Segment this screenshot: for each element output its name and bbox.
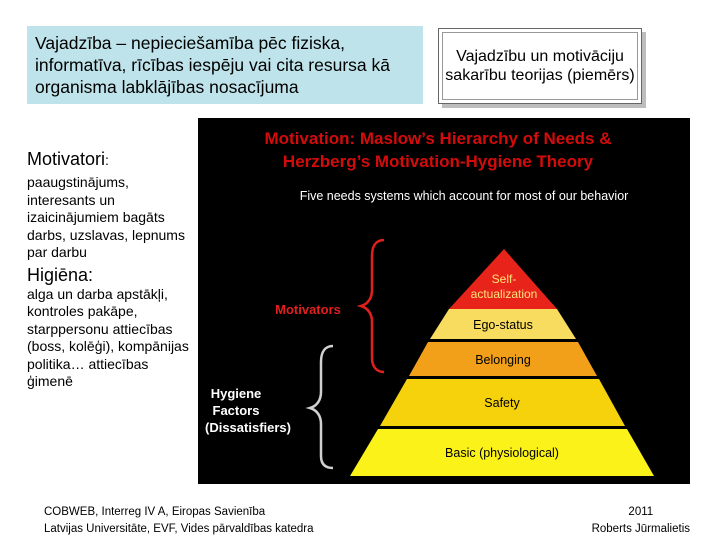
footer-left-line2: Latvijas Universitāte, EVF, Vides pārvaldības katedra xyxy=(44,523,314,535)
slide-title-box xyxy=(438,28,642,104)
diagram-subtitle: Five needs systems which account for most of our behavior xyxy=(299,189,629,203)
hygiene-label-line2: Factors xyxy=(212,403,260,418)
hygiene-heading: Higiēna: xyxy=(27,264,94,285)
level-label-safety: Safety xyxy=(484,396,520,410)
diagram-title-line1: Motivation: Maslow’s Hierarchy of Needs & xyxy=(264,129,612,148)
level-label-belonging: Belonging xyxy=(475,353,531,367)
definition-box xyxy=(27,26,423,104)
hygiene-label-line1: Hygiene xyxy=(210,386,262,401)
maslow-herzberg-diagram xyxy=(198,118,690,484)
motivators-heading: Motivatori: xyxy=(27,149,109,169)
level-label-basic: Basic (physiological) xyxy=(445,446,559,460)
footer-left xyxy=(44,504,314,538)
definition-term: Vajadzība xyxy=(35,33,112,53)
hygiene-bracket-icon xyxy=(310,346,333,468)
level-label-self-line2: actualization xyxy=(470,287,538,301)
level-label-ego-status: Ego-status xyxy=(473,318,533,332)
motivators-bracket-icon xyxy=(361,240,384,372)
level-label-self-line1: Self- xyxy=(491,272,517,286)
diagram-title-line2: Herzberg’s Motivation-Hygiene Theory xyxy=(282,152,594,171)
left-column xyxy=(27,148,195,391)
motivators-text: paaugstinājums, interesants un izaicinājumiem bagāts darbs, uzslavas, lepnums par darbu xyxy=(27,174,185,260)
definition-dash: – xyxy=(111,33,132,53)
footer-left-line1: COBWEB, Interreg IV A, Eiropas Savienība xyxy=(44,506,266,518)
diagram-svg xyxy=(198,118,690,484)
motivators-label: Motivators xyxy=(275,302,341,317)
footer-year: 2011 xyxy=(628,506,654,518)
definition-text: nepieciešamība pēc fiziska, informatīva, rīcības iespēju vai cita resursa kā organisma labklājības nosacījuma xyxy=(35,33,391,97)
hygiene-text: alga un darba apstākļi, kontroles pakāpe, starppersonu attiecības (boss, kolēģi), kompānijas politika… attiecības ģimenē xyxy=(27,285,189,389)
slide-title: Vajadzību un motivāciju sakarību teorijas (piemērs) xyxy=(442,32,638,100)
footer-right xyxy=(592,504,690,538)
footer-author: Roberts Jūrmalietis xyxy=(591,523,690,535)
hygiene-label-line3: (Dissatisfiers) xyxy=(205,420,291,435)
